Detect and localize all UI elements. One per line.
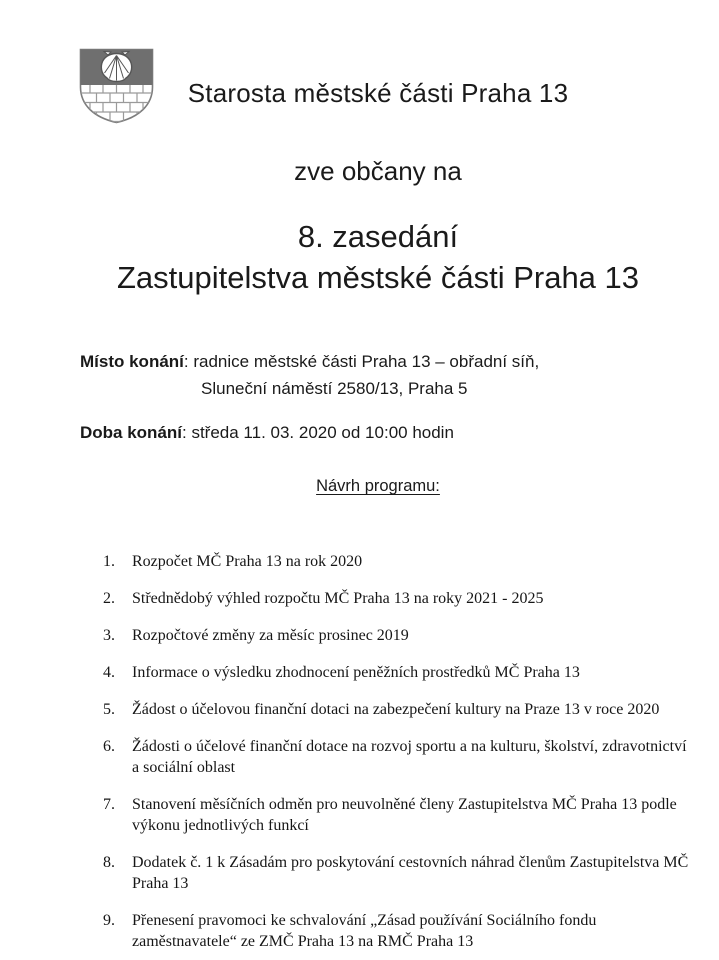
agenda-item-number: 1. <box>103 553 115 570</box>
venue-line2: Sluneční náměstí 2580/13, Praha 5 <box>201 379 468 398</box>
agenda-item <box>103 662 691 683</box>
venue-line <box>80 352 539 372</box>
authority-title: Starosta městské části Praha 13 <box>187 78 569 108</box>
agenda-item <box>103 852 691 894</box>
agenda-list <box>103 551 691 960</box>
agenda-item-text: Přenesení pravomoci ke schvalování „Zásad používání Sociálního fondu zaměstnavatele“ ze ZMČ Praha 13 na RMČ Praha 13 <box>132 912 597 950</box>
time-value: : středa 11. 03. 2020 od 10:00 hodin <box>182 423 454 442</box>
agenda-item-text: Rozpočet MČ Praha 13 na rok 2020 <box>132 553 363 570</box>
agenda-item-text: Dodatek č. 1 k Zásadám pro poskytování cestovních náhrad členům Zastupitelstva MČ Praha 13 <box>132 854 689 892</box>
agenda-item-text: Rozpočtové změny za měsíc prosinec 2019 <box>132 627 409 644</box>
time-label: Doba konání <box>80 423 183 442</box>
session-title <box>0 216 719 298</box>
agenda-item-text: Žádosti o účelové finanční dotace na rozvoj sportu a na kulturu, školství, zdravotnictví a sociální oblast <box>132 738 687 776</box>
agenda-item-text: Stanovení měsíčních odměn pro neuvolněné členy Zastupitelstva MČ Praha 13 podle výkonu jednotlivých funkcí <box>132 796 677 834</box>
session-title-line1: 8. zasedání <box>297 219 459 254</box>
agenda-item <box>103 736 691 778</box>
venue-value: : radnice městské části Praha 13 – obřadní síň, <box>183 352 540 371</box>
agenda-item <box>103 910 691 952</box>
venue-label: Místo konání <box>80 352 184 371</box>
agenda-item-number: 9. <box>103 912 115 929</box>
agenda-item-number: 4. <box>103 664 115 681</box>
agenda-item-number: 5. <box>103 701 115 718</box>
agenda-item <box>103 588 691 609</box>
agenda-item-text: Střednědobý výhled rozpočtu MČ Praha 13 na roky 2021 - 2025 <box>132 590 544 607</box>
agenda-item-number: 3. <box>103 627 115 644</box>
agenda-item <box>103 551 691 572</box>
session-title-line2: Zastupitelstva městské části Praha 13 <box>116 260 640 295</box>
agenda-item <box>103 625 691 646</box>
agenda-item-text: Žádost o účelovou finanční dotaci na zabezpečení kultury na Praze 13 v roce 2020 <box>132 701 660 718</box>
agenda-item-number: 8. <box>103 854 115 871</box>
invite-line: zve občany na <box>294 156 462 186</box>
agenda-item-text: Informace o výsledku zhodnocení peněžních prostředků MČ Praha 13 <box>132 664 580 681</box>
agenda-item-number: 6. <box>103 738 115 755</box>
agenda-item-number: 7. <box>103 796 115 813</box>
agenda-item <box>103 699 691 720</box>
agenda-item <box>103 794 691 836</box>
time-line <box>80 423 454 443</box>
agenda-item-number: 2. <box>103 590 115 607</box>
agenda-heading: Návrh programu: <box>316 477 440 495</box>
